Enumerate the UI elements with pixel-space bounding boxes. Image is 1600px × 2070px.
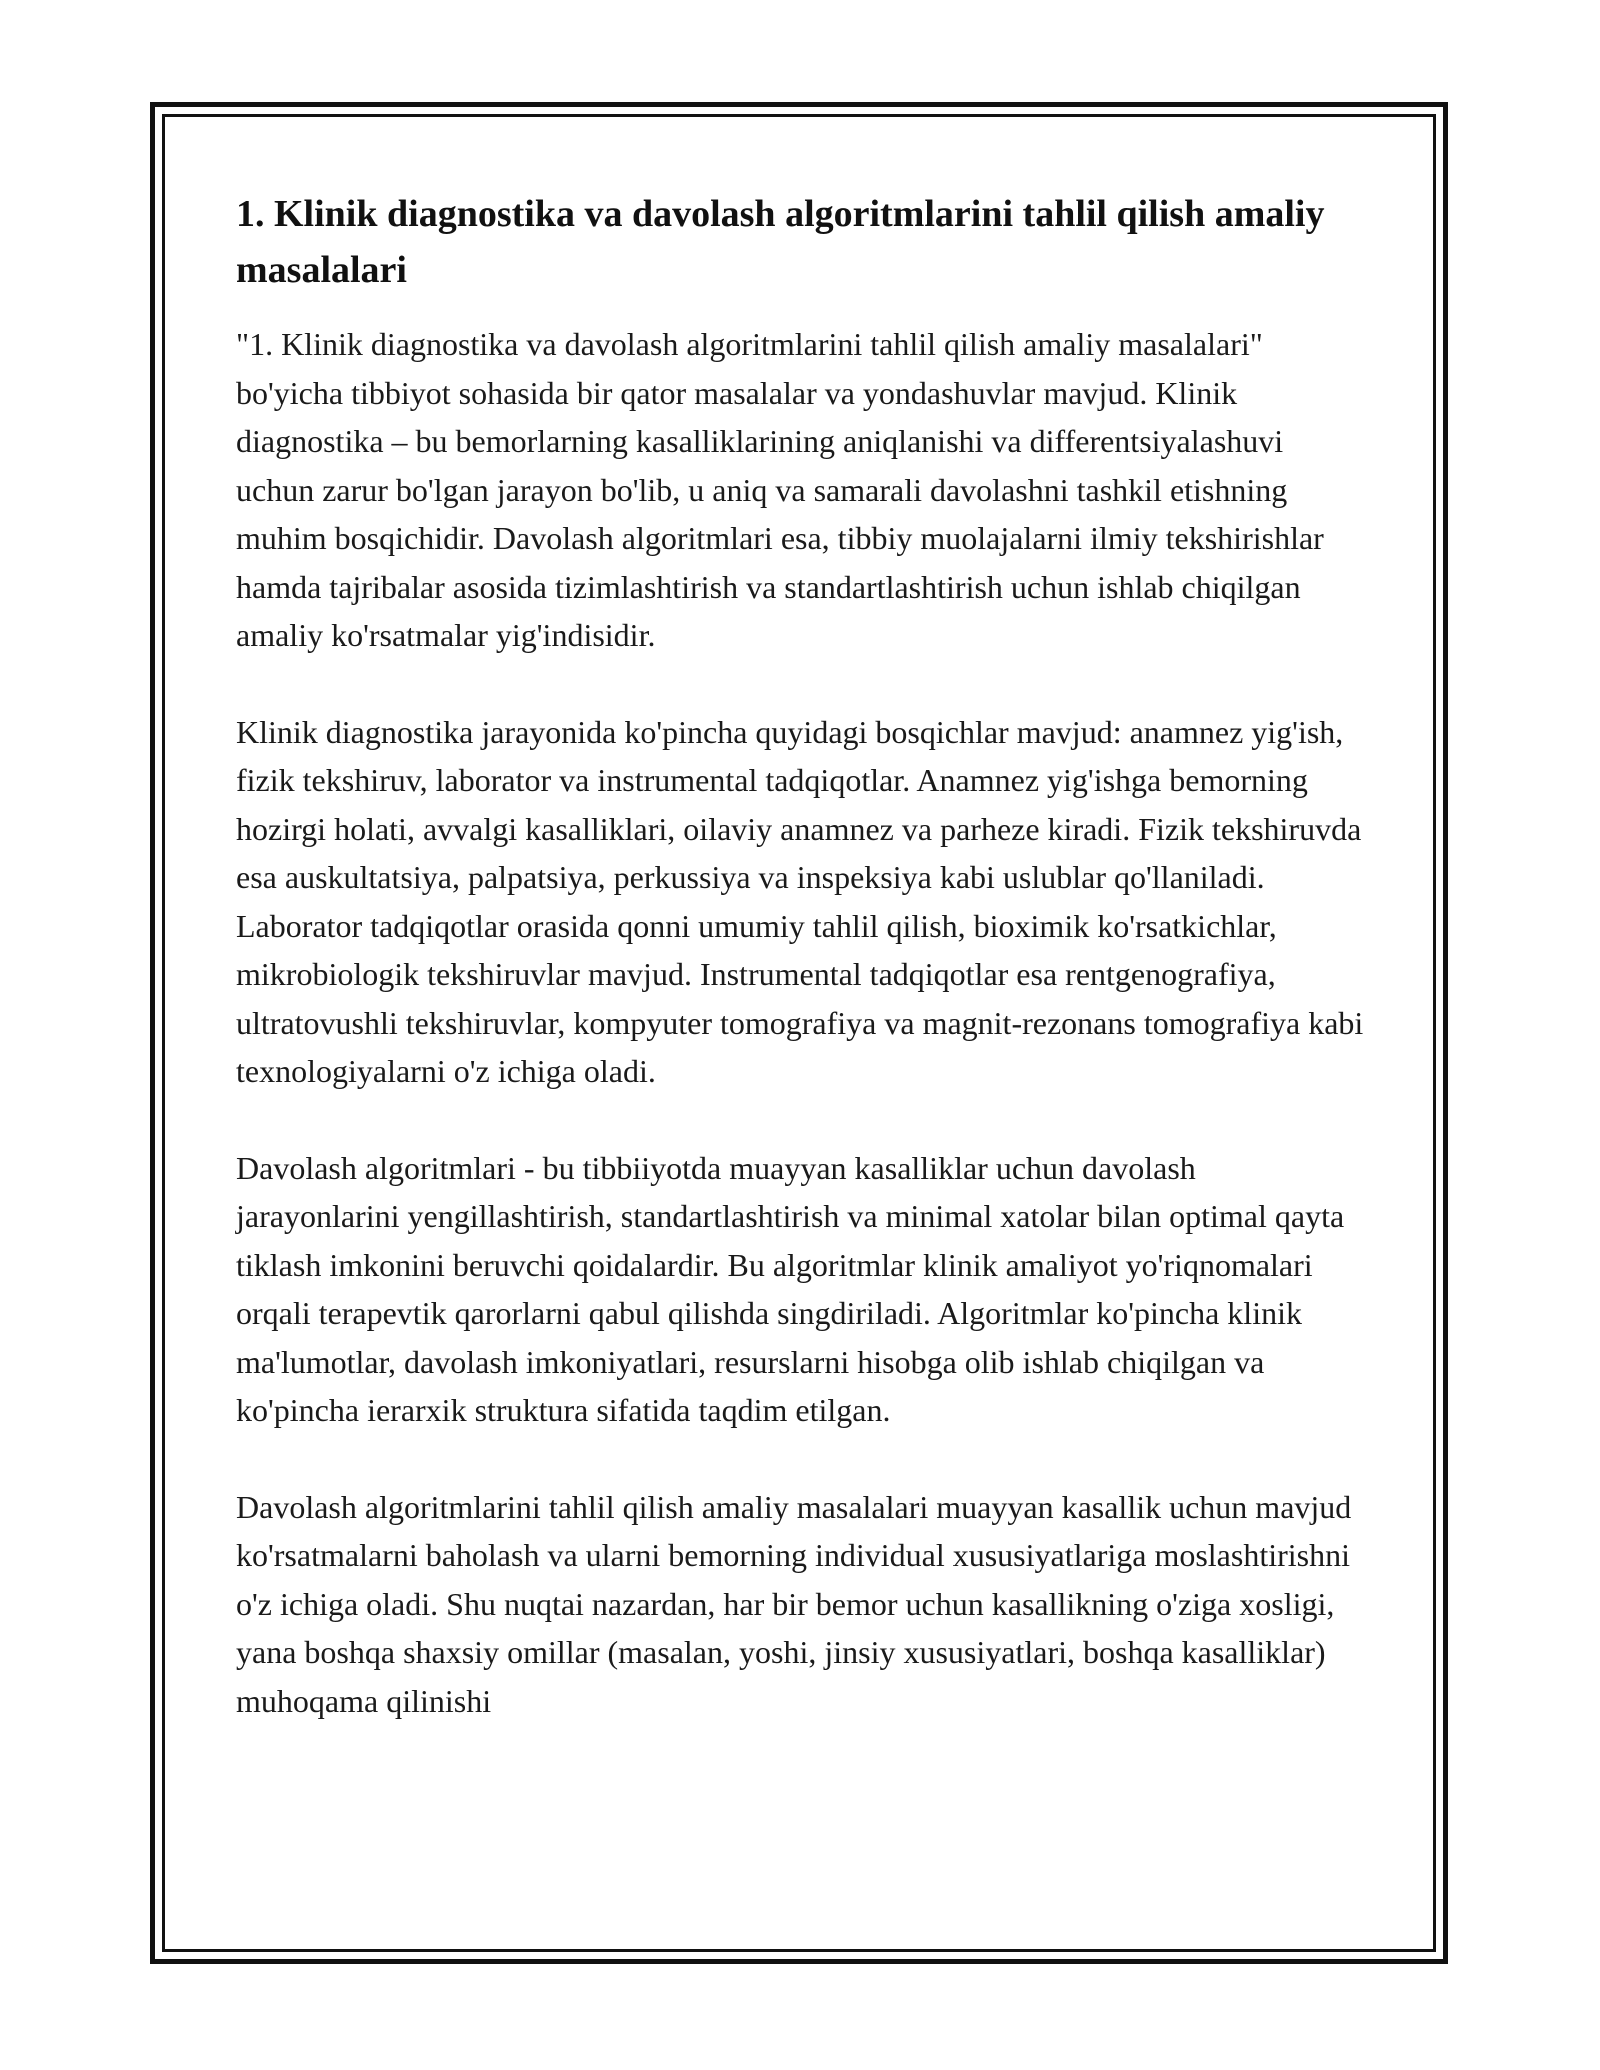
document-title: 1. Klinik diagnostika va davolash algoritmlarini tahlil qilish amaliy masalalari — [236, 193, 1325, 291]
paragraph-intro: "1. Klinik diagnostika va davolash algoritmlarini tahlil qilish amaliy masalalari" bo'yicha tibbiyot sohasida bir qator masalalar va yondashuvlar mavjud. Klinik diagnostika – bu bemorlarning kasalliklarining aniqlanishi va differentsiyalashuvi uchun zarur bo'lgan jarayon bo'lib, u aniq va samarali davolashni tashkil etishning muhim bosqichidir. Davolash algoritmlari esa, tibbiy muolajalarni ilmiy tekshirishlar hamda tajribalar asosida tizimlashtirish va standartlashtirish uchun ishlab chiqilgan amaliy ko'rsatmalar yig'indisidir. — [236, 326, 1324, 653]
paragraph-diagnostics-stages: Klinik diagnostika jarayonida ko'pincha quyidagi bosqichlar mavjud: anamnez yig'ish, fizik tekshiruv, laborator va instrumental tadqiqotlar. Anamnez yig'ishga bemorning hozirgi holati, avvalgi kasalliklari, oilaviy anamnez va parheze kiradi. Fizik tekshiruvda esa auskultatsiya, palpatsiya, perkussiya va inspeksiya kabi uslublar qo'llaniladi. Laborator tadqiqotlar orasida qonni umumiy tahlil qilish, bioximik ko'rsatkichlar, mikrobiologik tekshiruvlar mavjud. Instrumental tadqiqotlar esa rentgenografiya, ultratovushli tekshiruvlar, kompyuter tomografiya va magnit-rezonans tomografiya kabi texnologiyalarni o'z ichiga oladi. — [236, 713, 1364, 1089]
document-body — [236, 186, 1366, 1773]
paragraph-treatment-algorithms: Davolash algoritmlari - bu tibbiiyotda muayyan kasalliklar uchun davolash jarayonlarini yengillashtirish, standartlashtirish va minimal xatolar bilan optimal qayta tiklash imkonini beruvchi qoidalardir. Bu algoritmlar klinik amaliyot yo'riqnomalari orqali terapevtik qarorlarni qabul qilishda singdiriladi. Algoritmlar ko'pincha klinik ma'lumotlar, davolash imkoniyatlari, resurslarni hisobga olib ishlab chiqilgan va ko'pincha ierarxik struktura sifatida taqdim etilgan. — [236, 1149, 1345, 1428]
paragraph-algorithm-analysis: Davolash algoritmlarini tahlil qilish amaliy masalalari muayyan kasallik uchun mavjud ko'rsatmalarni baholash va ularni bemorning individual xususiyatlariga moslashtirishni o'z ichiga oladi. Shu nuqtai nazardan, har bir bemor uchun kasallikning o'ziga xosligi, yana boshqa shaxsiy omillar (masalan, yoshi, jinsiy xususiyatlari, boshqa kasalliklar) muhoqama qilinishi — [236, 1488, 1352, 1719]
